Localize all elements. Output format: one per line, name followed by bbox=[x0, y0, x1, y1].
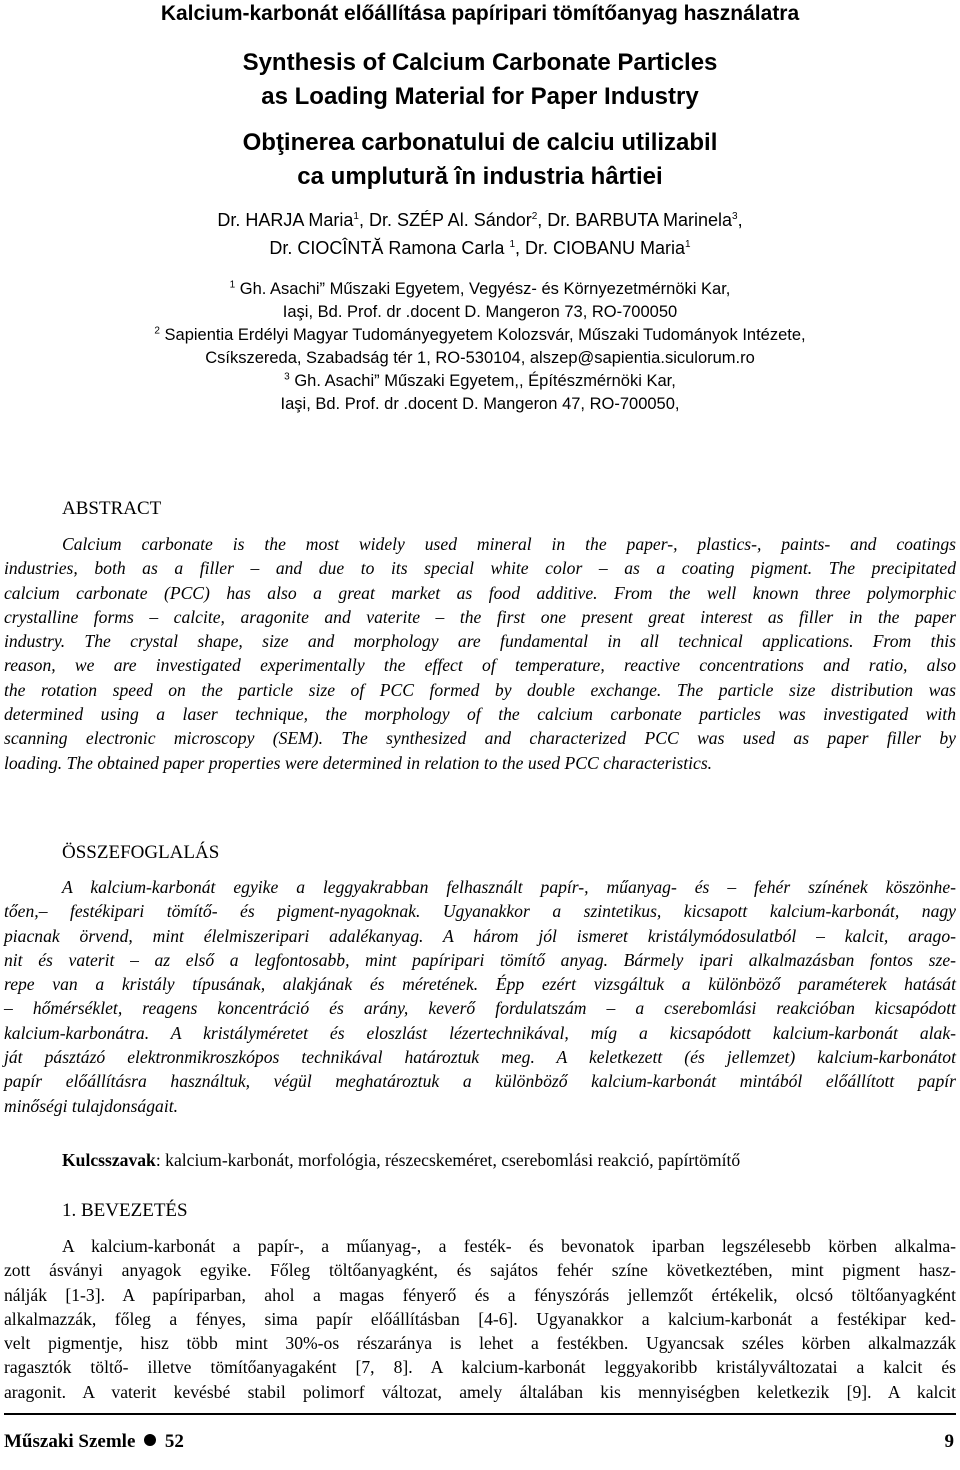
author-name: Dr. CIOCÎNTĂ Ramona Carla bbox=[269, 238, 505, 258]
abstract-body bbox=[4, 532, 956, 775]
affiliation-line: Iaşi, Bd. Prof. dr .docent D. Mangeron 47, RO-700050, bbox=[280, 395, 680, 413]
affiliations bbox=[0, 278, 960, 416]
keywords bbox=[62, 1148, 740, 1172]
affiliation-number: 1 bbox=[229, 279, 236, 291]
affiliation-text: Sapientia Erdélyi Magyar Tudományegyetem Kolozsvár, Műszaki Tudományok Intézete, bbox=[164, 326, 806, 344]
summary-line: – hőmérséklet, reagens koncentráció és arány, keverő fordulatszám – a cserebomlási reakcióban kicsapódott bbox=[4, 998, 956, 1019]
summary-line: ját pásztázó elektronmikroszkópos technikával határoztuk meg. A keletkezett (és jellemzet) kalcium-karbonátot bbox=[4, 1047, 956, 1068]
summary-heading: ÖSSZEFOGLALÁS bbox=[62, 842, 220, 863]
title-romanian-line: ca umplutură în industria hârtiei bbox=[297, 163, 663, 190]
affiliation-number: 3 bbox=[284, 371, 290, 383]
intro-body bbox=[4, 1234, 956, 1404]
abstract-heading: ABSTRACT bbox=[62, 498, 162, 519]
affiliation-text: Gh. Asachi” Műszaki Egyetem, Vegyész- és Környezetmérnöki Kar, bbox=[239, 280, 731, 298]
intro-line: aragonit. A vaterit kevésbé stabil polimorf változat, amely általában kis mennyiségben keletkezik [9]. A kalcit bbox=[4, 1381, 956, 1402]
intro-line: zott ásványi anyagok egyike. Főleg töltőanyagként, és sajátos fehér színe következtében, mint pigment hasz- bbox=[4, 1260, 956, 1281]
summary-line: kalcium-karbonátra. A kristályméretet és eloszlást lézertechnikával, míg a kicsapódott kalcium-karbonát alak- bbox=[4, 1022, 956, 1043]
bullet-icon bbox=[144, 1434, 156, 1446]
summary-line: tően,– festékipari tömítő- és pigment-nyagoknak. Ugyanakkor a szintetikus, kicsapott kalcium-karbonát, nagy bbox=[4, 901, 956, 922]
author-list bbox=[0, 206, 960, 262]
keywords-text: : kalcium-karbonát, morfológia, részecskeméret, cserebomlási reakció, papírtömítő bbox=[155, 1150, 741, 1170]
abstract-line: determined using a laser technique, the morphology of the calcium carbonate particles was investigated with bbox=[4, 704, 956, 725]
abstract-line: reason, we are investigated experimentally the effect of temperature, reactive concentrations and ratio, also bbox=[4, 655, 956, 676]
author-affiliation-marker: 2 bbox=[531, 211, 538, 222]
affiliation-number: 2 bbox=[154, 325, 160, 337]
summary-body bbox=[4, 875, 956, 1118]
page-number: 9 bbox=[944, 1431, 954, 1452]
intro-heading: 1. BEVEZETÉS bbox=[62, 1200, 188, 1221]
intro-line: A kalcium-karbonát a papír-, a műanyag-, a festék- és bevonatok iparban legszélesebb körben alkalma- bbox=[62, 1236, 956, 1256]
affiliation-text: Gh. Asachi” Műszaki Egyetem,, Építészmérnöki Kar, bbox=[294, 372, 676, 390]
keywords-label: Kulcsszavak bbox=[62, 1150, 156, 1170]
summary-line: papír előállításra használtuk, végül meghatároztuk a különböző kalcium-karbonát mintából előállított papír bbox=[4, 1071, 956, 1092]
title-english bbox=[0, 46, 960, 114]
title-english-line: as Loading Material for Paper Industry bbox=[261, 83, 699, 110]
author-affiliation-marker: 1 bbox=[509, 239, 516, 250]
author-name: , Dr. BARBUTA Marinela bbox=[537, 210, 733, 230]
intro-line: velt pigmentje, hisz több mint 30%-os részaránya is lehet a festékben. Ugyancsak széles körben alkalmazzák bbox=[4, 1333, 956, 1354]
author-affiliation-marker: 3 bbox=[732, 211, 738, 222]
summary-line: piacnak örvend, mint élelmiszeripari adalékanyag. A három jól ismeret kristálymódosulatból – kalcit, arago- bbox=[4, 925, 956, 946]
title-english-line: Synthesis of Calcium Carbonate Particles bbox=[242, 49, 718, 76]
affiliation-line bbox=[0, 324, 960, 347]
intro-line: ragasztók töltő- illetve tömítőanyagaként [7, 8]. A kalcium-karbonát leggyakoribb kristályváltozatai a kalcit és bbox=[4, 1357, 956, 1378]
abstract-line: Calcium carbonate is the most widely used mineral in the paper-, plastics-, paints- and coatings bbox=[62, 534, 956, 554]
abstract-line: crystalline forms – calcite, aragonite and vaterite – the first one present great interest as filler in the paper bbox=[4, 606, 956, 627]
abstract-line: industry. The crystal shape, size and morphology are fundamental in all technical applications. From this bbox=[4, 631, 956, 652]
intro-line: nálják [1-3]. A papíriparban, ahol a magas fényerő és a fényszórás jellemzőt értékelik, olcsó töltőanyagként bbox=[4, 1284, 956, 1305]
author-name: Dr. HARJA Maria bbox=[217, 210, 354, 230]
author-affiliation-marker: 1 bbox=[353, 211, 359, 222]
author-separator: , bbox=[737, 210, 743, 230]
summary-line: nit és vaterit – az első a legfontosabb, mint papíripari tömítő anyag. Bármely ipari alkalmazásban fontos sze- bbox=[4, 949, 956, 970]
author-line bbox=[0, 206, 960, 234]
summary-line: repe van a kristály típusának, alakjának és méretének. Épp ezért vizsgáltuk a különböző paraméterek hatását bbox=[4, 974, 956, 995]
intro-line: alkalmazzák, főleg a fényes, sima papír előállításban [4-6]. Ugyanakkor a kalcium-karbonát a festékipar ked- bbox=[4, 1308, 956, 1329]
journal-name: Műszaki Szemle bbox=[4, 1431, 136, 1452]
abstract-line: scanning electronic microscopy (SEM). The synthesized and characterized PCC was used as paper filler by bbox=[4, 728, 956, 749]
summary-line: A kalcium-karbonát egyike a leggyakrabban felhasznált papír-, műanyag- és – fehér színének köszönhe- bbox=[62, 877, 956, 897]
author-name: , Dr. CIOBANU Maria bbox=[515, 238, 686, 258]
issue-number: 52 bbox=[164, 1431, 184, 1452]
summary-line: minőségi tulajdonságait. bbox=[4, 1095, 178, 1116]
affiliation-line: Iaşi, Bd. Prof. dr .docent D. Mangeron 73, RO-700050 bbox=[282, 303, 678, 321]
title-hungarian: Kalcium-karbonát előállítása papíripari tömítőanyag használatra bbox=[160, 2, 800, 25]
abstract-line: industries, both as a filler – and due to its special white color – as a coating pigment. The precipitated bbox=[4, 558, 956, 579]
abstract-line: loading. The obtained paper properties were determined in relation to the used PCC characteristics. bbox=[4, 752, 713, 773]
title-romanian bbox=[0, 126, 960, 194]
affiliation-line: Csíkszereda, Szabadság tér 1, RO-530104, alszep@sapientia.siculorum.ro bbox=[205, 349, 755, 367]
affiliation-line bbox=[0, 278, 960, 301]
abstract-line: the rotation speed on the particle size of PCC formed by double exchange. The particle size distribution was bbox=[4, 679, 956, 700]
footer-journal bbox=[4, 1430, 184, 1454]
footer-rule bbox=[4, 1413, 956, 1415]
abstract-line: calcium carbonate (PCC) has also a great market as food additive. From the well known three polymorphic bbox=[4, 582, 956, 603]
author-line bbox=[0, 234, 960, 262]
affiliation-line bbox=[0, 370, 960, 393]
author-affiliation-marker: 1 bbox=[685, 239, 691, 250]
author-name: , Dr. SZÉP Al. Sándor bbox=[358, 210, 532, 230]
title-romanian-line: Obţinerea carbonatului de calciu utilizabil bbox=[242, 129, 718, 156]
